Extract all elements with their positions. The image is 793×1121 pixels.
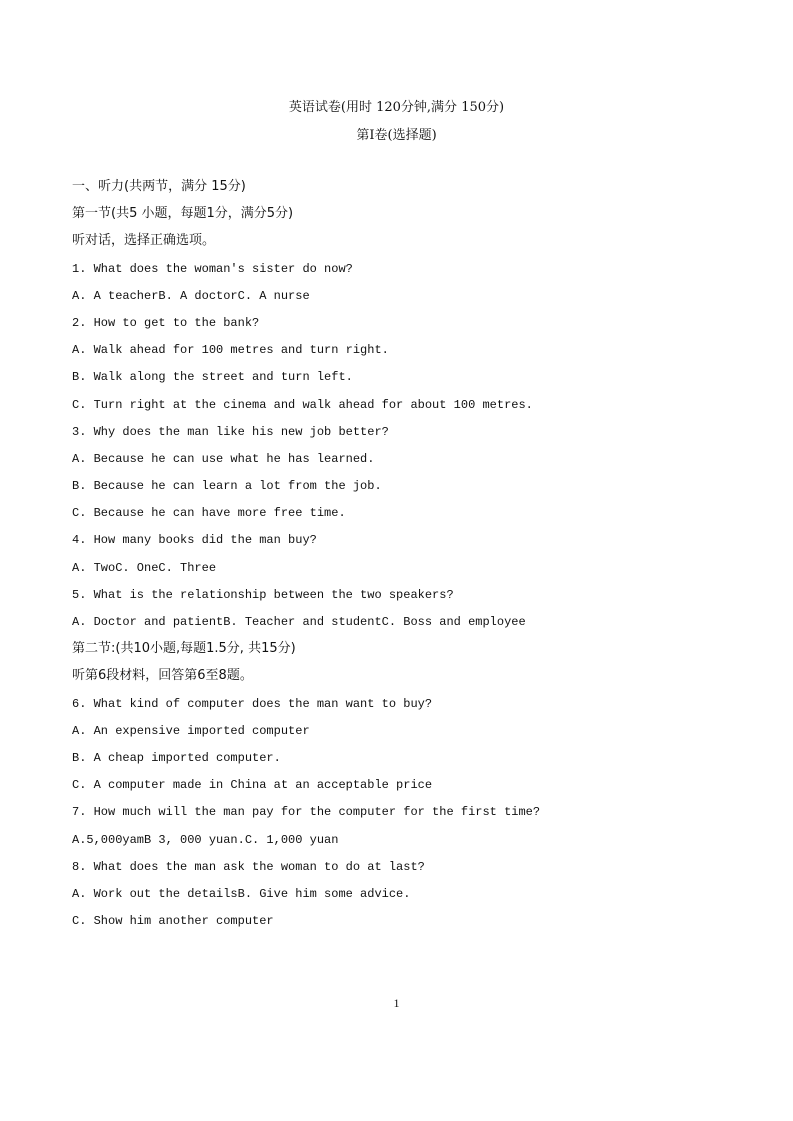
question-4-options: A. TwoC. OneC. Three <box>72 560 217 575</box>
question-2-option-b: B. Walk along the street and turn left. <box>72 370 353 385</box>
question-list <box>72 178 762 939</box>
question-6: 6. What kind of computer does the man want to buy? <box>72 696 433 711</box>
question-5-options: A. Doctor and patientB. Teacher and studentC. Boss and employee <box>72 615 526 629</box>
question-7: 7. How much will the man pay for the computer for the first time? <box>72 805 541 820</box>
question-3: 3. Why does the man like his new job better? <box>72 424 389 439</box>
question-6-option-b: B. A cheap imported computer. <box>72 750 281 765</box>
exam-title: 英语试卷(用时 120分钟,满分 150分) <box>288 100 505 115</box>
part-heading: 第一节(共5 小题，每题1分，满分5分) <box>72 206 294 222</box>
question-3-option-c: C. Because he can have more free time. <box>72 506 346 521</box>
question-1-options: A. A teacherB. A doctorC. A nurse <box>72 288 310 303</box>
question-4: 4. How many books did the man buy? <box>72 533 317 548</box>
question-7-options: A.5,000yamB 3, 000 yuan.C. 1,000 yuan <box>72 832 339 847</box>
question-5: 5. What is the relationship between the two speakers? <box>72 587 454 602</box>
question-1: 1. What does the woman's sister do now? <box>72 261 353 276</box>
question-3-option-a: A. Because he can use what he has learned. <box>72 451 375 466</box>
question-8: 8. What does the man ask the woman to do at last? <box>72 859 425 874</box>
question-2-option-c: C. Turn right at the cinema and walk ahead for about 100 metres. <box>72 397 533 412</box>
instruction-text: 听对话，选择正确选项。 <box>72 233 216 249</box>
page-number: 1 <box>393 996 400 1010</box>
question-8-options: A. Work out the detailsB. Give him some advice. <box>72 886 411 901</box>
question-3-option-b: B. Because he can learn a lot from the job. <box>72 479 382 494</box>
question-6-option-c: C. A computer made in China at an acceptable price <box>72 778 433 793</box>
section-heading: 一、听力(共两节，满分 15分) <box>72 179 246 194</box>
exam-section-title: 第Ⅰ卷(选择题) <box>356 128 437 143</box>
instruction-text: 听第6段材料，回答第6至8题。 <box>72 668 253 684</box>
question-6-option-a: A. An expensive imported computer <box>72 723 310 738</box>
part-heading: 第二节:(共10小题,每题1.5分, 共15分) <box>72 641 296 657</box>
question-8-option-c: C. Show him another computer <box>72 914 274 929</box>
question-2: 2. How to get to the bank? <box>72 315 260 330</box>
question-2-option-a: A. Walk ahead for 100 metres and turn right. <box>72 343 389 358</box>
